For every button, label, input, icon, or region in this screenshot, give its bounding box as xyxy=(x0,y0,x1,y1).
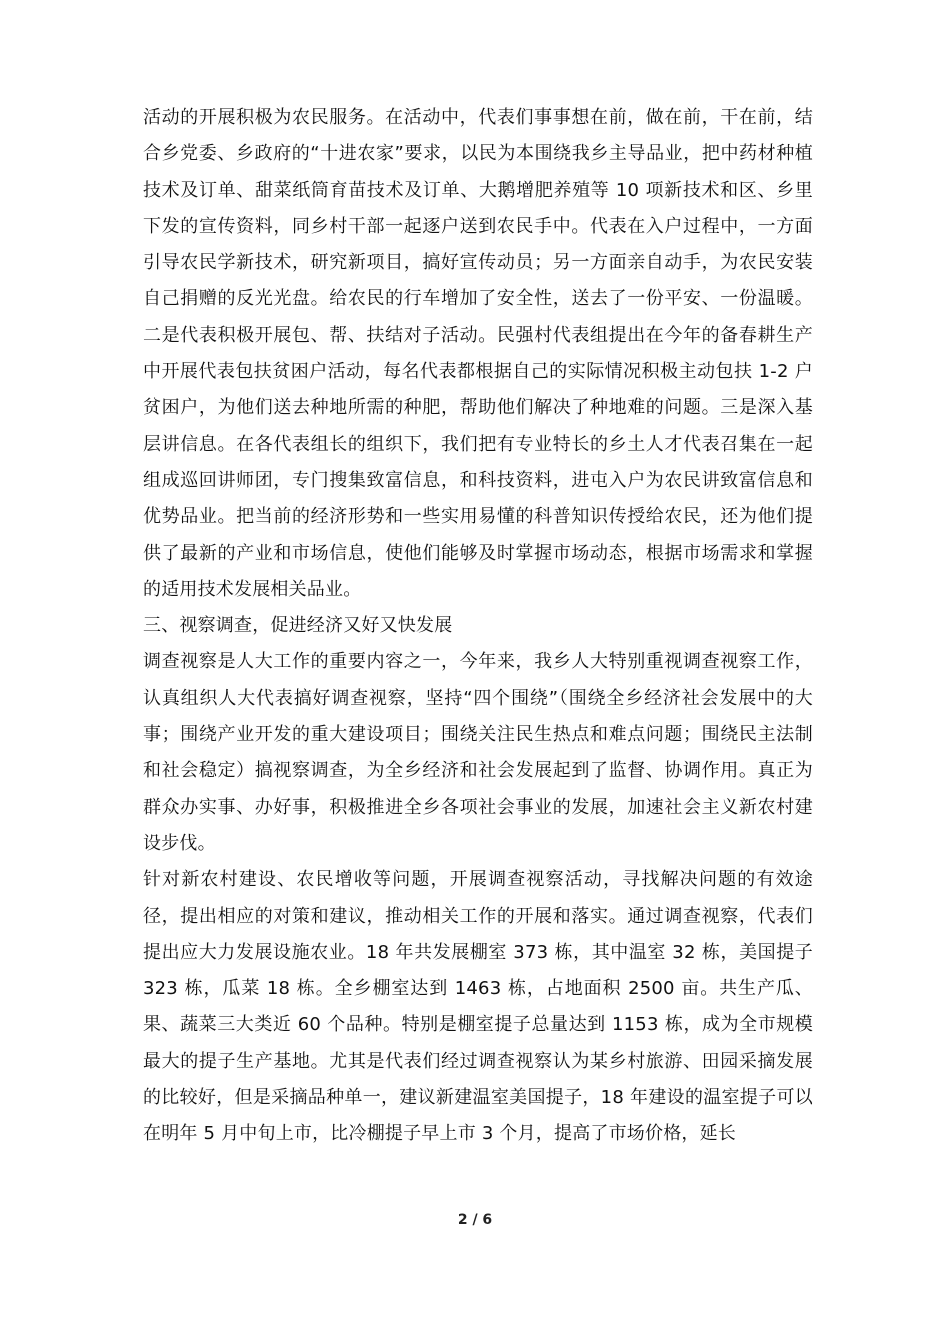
paragraph-activities: 活动的开展积极为农民服务。在活动中，代表们事事想在前，做在前，干在前，结合乡党委、乡政府的“十进农家”要求，以民为本围绕我乡主导品业，把中药材种植技术及订单、甜菜纸筒育苗技术及订单、大鹅增肥养殖等 10 项新技术和区、乡里下发的宣传资料，同乡村干部一起逐户送到农民手中。代表在入户过程中，一方面引导农民学新技术，研究新项目，搞好宣传动员；另一方面亲自动手，为农民安装自己捐赠的反光光盘。给农民的行车增加了安全性，送去了一份平安、一份温暖。二是代表积极开展包、帮、扶结对子活动。民强村代表组提出在今年的备春耕生产中开展代表包扶贫困户活动，每名代表都根据自己的实际情况积极主动包扶 1-2 户贫困户，为他们送去种地所需的种肥，帮助他们解决了种地难的问题。三是深入基层讲信息。在各代表组长的组织下，我们把有专业特长的乡土人才代表召集在一起组成巡回讲师团，专门搜集致富信息，和科技资料，进屯入户为农民讲致富信息和优势品业。把当前的经济形势和一些实用易懂的科普知识传授给农民，还为他们提供了最新的产业和市场信息，使他们能够及时掌握市场动态，根据市场需求和掌握的适用技术发展相关品业。 xyxy=(143,107,813,600)
paragraph-inspection-overview: 调查视察是人大工作的重要内容之一，今年来，我乡人大特别重视调查视察工作，认真组织人大代表搞好调查视察，坚持“四个围绕”（围绕全乡经济社会发展中的大事；围绕产业开发的重大建设项目；围绕关注民生热点和难点问题；围绕民主法制和社会稳定）搞视察调查，为全乡经济和社会发展起到了监督、协调作用。真正为群众办实事、办好事，积极推进全乡各项社会事业的发展，加速社会主义新农村建设步伐。 xyxy=(143,651,813,854)
page-number: 2 / 6 xyxy=(457,1212,493,1228)
section-heading-inspection: 三、视察调查，促进经济又好又快发展 xyxy=(143,615,453,637)
document-body xyxy=(143,100,813,1153)
paragraph-new-rural-construction: 针对新农村建设、农民增收等问题，开展调查视察活动，寻找解决问题的有效途径，提出相应的对策和建议，推动相关工作的开展和落实。通过调查视察，代表们提出应大力发展设施农业。18 年共发展棚室 373 栋，其中温室 32 栋，美国提子 323 栋，瓜菜 18 栋。全乡棚室达到 1463 栋，占地面积 2500 亩。共生产瓜、果、蔬菜三大类近 60 个品种。特别是棚室提子总量达到 1153 栋，成为全市规模最大的提子生产基地。尤其是代表们经过调查视察认为某乡村旅游、田园采摘发展的比较好，但是采摘品种单一，建议新建温室美国提子，18 年建设的温室提子可以在明年 5 月中旬上市，比冷棚提子早上市 3 个月，提高了市场价格，延长 xyxy=(143,869,813,1145)
